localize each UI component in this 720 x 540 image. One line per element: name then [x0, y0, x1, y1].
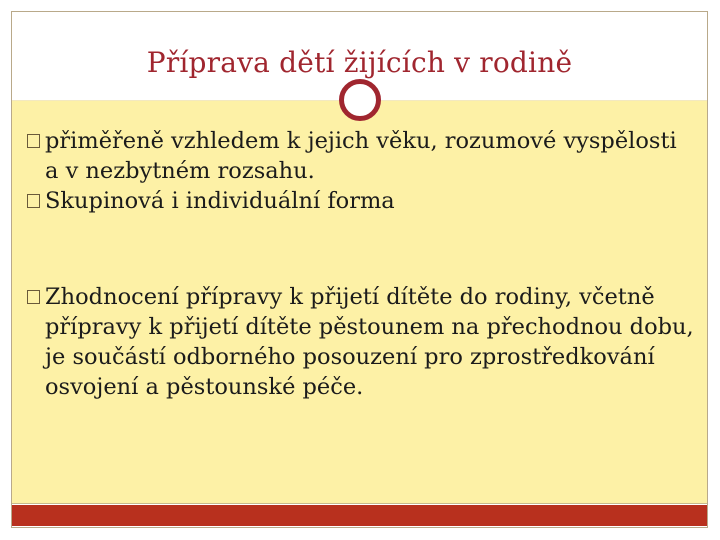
bullet-marker-icon	[27, 290, 40, 304]
bullet-text: přiměřeně vzhledem k jejich věku, rozumové vyspělosti a v nezbytném rozsahu.	[45, 128, 677, 184]
bullet-item-1	[27, 126, 697, 186]
spacer	[27, 216, 697, 282]
bullet-item-3	[27, 282, 697, 402]
bullet-list	[27, 126, 697, 402]
slide-title: Příprava dětí žijících v rodině	[146, 46, 573, 79]
bullet-text: Zhodnocení přípravy k přijetí dítěte do rodiny, včetně přípravy k přijetí dítěte pěstounem na přechodnou dobu, je součástí odborného posouzení pro zprostředkování osvojení a pěstounské péče.	[45, 284, 694, 400]
bullet-item-2	[27, 186, 697, 216]
footer-divider	[12, 503, 707, 504]
circle-ornament	[339, 79, 381, 121]
bullet-marker-icon	[27, 194, 40, 208]
footer-bar	[12, 505, 707, 526]
bullet-marker-icon	[27, 134, 40, 148]
bullet-text: Skupinová i individuální forma	[45, 188, 395, 214]
